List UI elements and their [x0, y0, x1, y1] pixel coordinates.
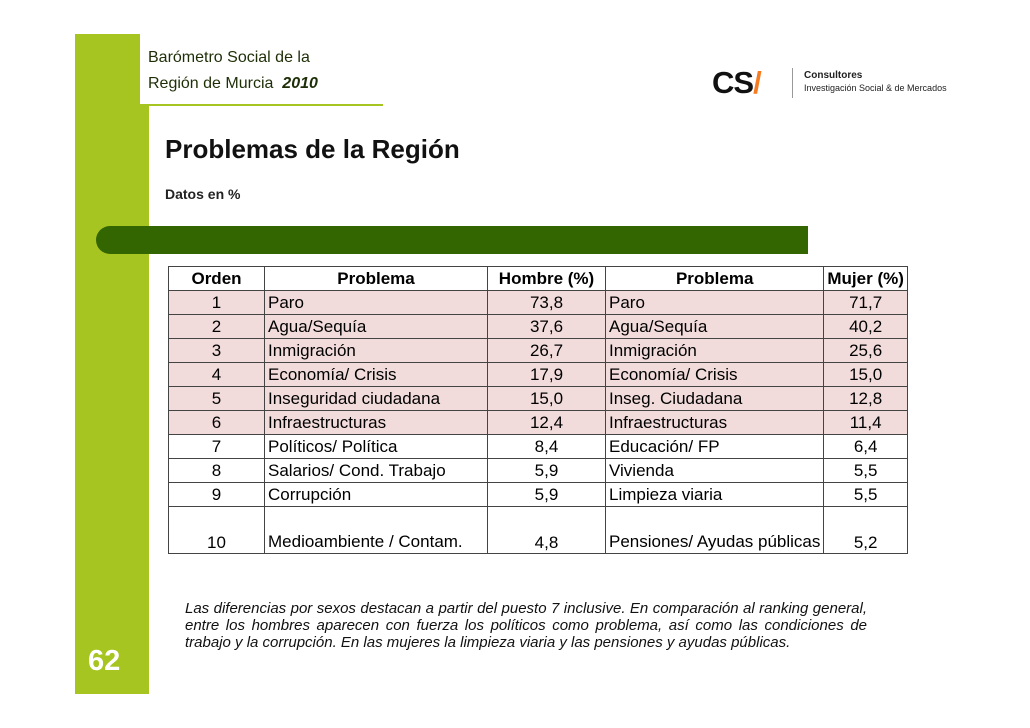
cell-problema-mujer: Vivienda [606, 459, 824, 483]
cell-hombre: 15,0 [488, 387, 606, 411]
header-year: 2010 [282, 75, 318, 92]
cell-problema-mujer: Inseg. Ciudadana [606, 387, 824, 411]
header-title [148, 45, 318, 97]
csa-logo [712, 65, 947, 102]
cell-problema-mujer: Agua/Sequía [606, 315, 824, 339]
cell-problema-hombre: Medioambiente / Contam. [265, 507, 488, 554]
cell-mujer: 11,4 [824, 411, 908, 435]
table-row [169, 363, 908, 387]
table-row [169, 483, 908, 507]
cell-problema-hombre: Paro [265, 291, 488, 315]
cell-problema-mujer: Infraestructuras [606, 411, 824, 435]
cell-problema-hombre: Economía/ Crisis [265, 363, 488, 387]
header-problema-mujer: Problema [606, 267, 824, 291]
cell-orden: 2 [169, 315, 265, 339]
logo-text: Consultores Investigación Social & de Mercados [804, 70, 947, 93]
header-problema-hombre: Problema [265, 267, 488, 291]
cell-problema-hombre: Inseguridad ciudadana [265, 387, 488, 411]
header-orden: Orden [169, 267, 265, 291]
cell-orden: 5 [169, 387, 265, 411]
green-band [96, 226, 808, 254]
cell-orden: 4 [169, 363, 265, 387]
cell-problema-mujer: Inmigración [606, 339, 824, 363]
cell-mujer: 5,2 [824, 507, 908, 554]
table-row [169, 291, 908, 315]
cell-problema-hombre: Políticos/ Política [265, 435, 488, 459]
cell-hombre: 5,9 [488, 459, 606, 483]
left-accent-bar [75, 34, 149, 694]
cell-hombre: 37,6 [488, 315, 606, 339]
page-number: 62 [88, 645, 121, 677]
cell-mujer: 71,7 [824, 291, 908, 315]
cell-hombre: 26,7 [488, 339, 606, 363]
table-row [169, 339, 908, 363]
cell-problema-hombre: Corrupción [265, 483, 488, 507]
header-line2: Región de Murcia 2010 [148, 75, 318, 92]
header-line1: Barómetro Social de la [148, 49, 310, 66]
cell-problema-mujer: Economía/ Crisis [606, 363, 824, 387]
table-row [169, 435, 908, 459]
page-title: Problemas de la Región [165, 134, 460, 164]
cell-orden: 1 [169, 291, 265, 315]
cell-hombre: 4,8 [488, 507, 606, 554]
cell-problema-mujer: Pensiones/ Ayudas públicas [606, 507, 824, 554]
table-row [169, 411, 908, 435]
table-header-row [169, 267, 908, 291]
cell-orden: 3 [169, 339, 265, 363]
header-mujer: Mujer (%) [824, 267, 908, 291]
cell-hombre: 12,4 [488, 411, 606, 435]
cell-mujer: 12,8 [824, 387, 908, 411]
cell-mujer: 15,0 [824, 363, 908, 387]
cell-hombre: 5,9 [488, 483, 606, 507]
table-row [169, 315, 908, 339]
cell-problema-hombre: Infraestructuras [265, 411, 488, 435]
cell-problema-hombre: Salarios/ Cond. Trabajo [265, 459, 488, 483]
cell-problema-mujer: Paro [606, 291, 824, 315]
cell-orden: 6 [169, 411, 265, 435]
table-row [169, 459, 908, 483]
footnote-text: Las diferencias por sexos destacan a partir del puesto 7 inclusive. En comparación al ranking general, entre los hombres aparecen con fuerza los políticos como problema, así como las condiciones de trabajo y la corrupción. En las mujeres la limpieza viaria y las pensiones y ayudas públicas. [185, 600, 867, 651]
header-hombre: Hombre (%) [488, 267, 606, 291]
cell-hombre: 73,8 [488, 291, 606, 315]
table-row [169, 387, 908, 411]
cell-orden: 9 [169, 483, 265, 507]
cell-mujer: 25,6 [824, 339, 908, 363]
cell-hombre: 8,4 [488, 435, 606, 459]
cell-problema-hombre: Agua/Sequía [265, 315, 488, 339]
table-row [169, 507, 908, 554]
cell-hombre: 17,9 [488, 363, 606, 387]
cell-orden: 10 [169, 507, 265, 554]
cell-mujer: 40,2 [824, 315, 908, 339]
cell-orden: 7 [169, 435, 265, 459]
cell-mujer: 5,5 [824, 459, 908, 483]
cell-orden: 8 [169, 459, 265, 483]
logo-divider [792, 68, 793, 98]
cell-mujer: 5,5 [824, 483, 908, 507]
cell-mujer: 6,4 [824, 435, 908, 459]
page-subtitle: Datos en % [165, 186, 241, 202]
cell-problema-mujer: Educación/ FP [606, 435, 824, 459]
problems-table [168, 266, 908, 554]
cell-problema-hombre: Inmigración [265, 339, 488, 363]
cell-problema-mujer: Limpieza viaria [606, 483, 824, 507]
logo-mark: CS/ [712, 65, 761, 100]
